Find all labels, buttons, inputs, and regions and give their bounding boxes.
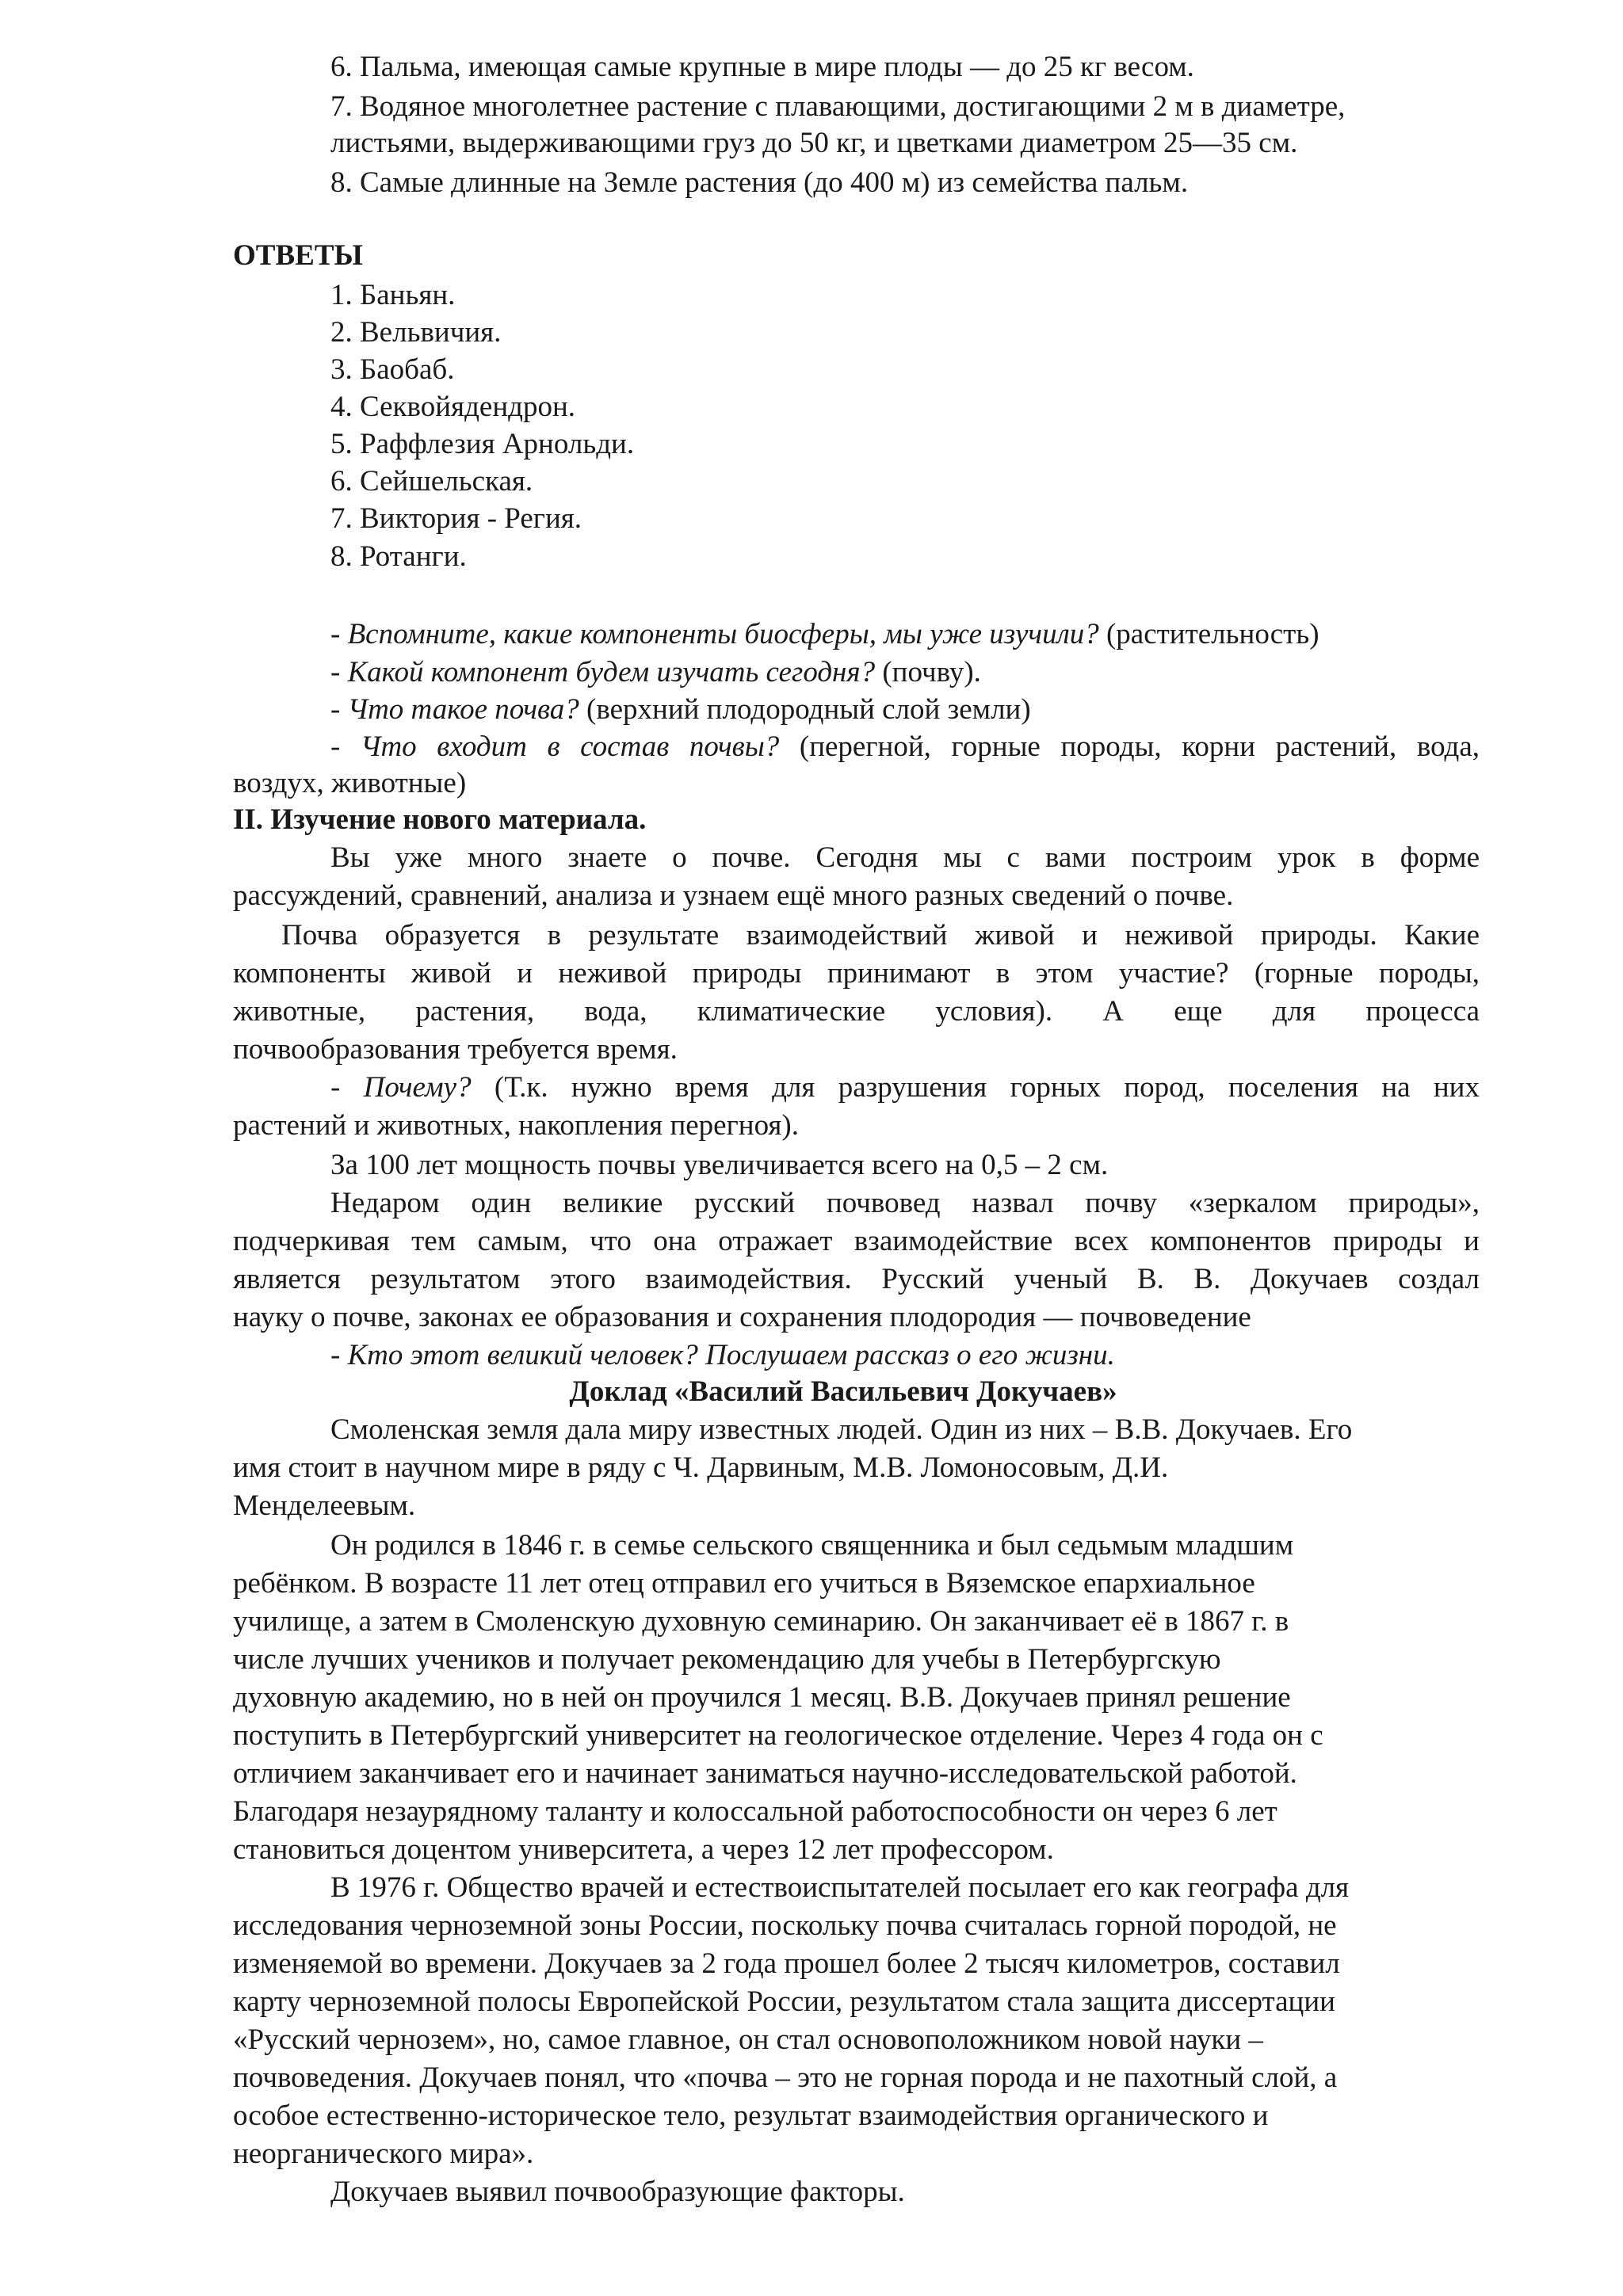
paragraph-line: является результатом этого взаимодействия. Русский ученый В. В. Докучаев создал: [233, 1263, 1480, 1295]
paragraph-line: Недаром один великие русский почвовед назвал почву «зеркалом природы»,: [330, 1187, 1480, 1219]
paragraph-line: Он родился в 1846 г. в семье сельского священника и был седьмым младшим: [330, 1529, 1294, 1562]
paragraph-line: Вы уже много знаете о почве. Сегодня мы с вами построим урок в форме: [330, 841, 1480, 874]
answer-item: 6. Сейшельская.: [330, 465, 533, 498]
paragraph-line: исследования черноземной зоны России, поскольку почва считалась горной породой, не: [233, 1909, 1337, 1942]
dialog-answer: воздух, животные): [233, 767, 467, 799]
paragraph-line: подчеркивая тем самым, что она отражает взаимодействие всех компонентов природы и: [233, 1225, 1480, 1257]
paragraph-line: Почва образуется в результате взаимодействий живой и неживой природы. Какие: [281, 919, 1480, 952]
paragraph-line: растений и животных, накопления перегноя).: [233, 1109, 799, 1142]
paragraph-line: неорганического мира».: [233, 2138, 534, 2170]
paragraph-line: - Кто этот великий человек? Послушаем рассказ о его жизни.: [330, 1339, 1115, 1371]
list-item: 7. Водяное многолетнее растение с плавающими, достигающими 2 м в диаметре,: [330, 90, 1346, 123]
paragraph-line: компоненты живой и неживой природы принимают в этом участие? (горные породы,: [233, 957, 1480, 990]
paragraph-line: почвообразования требуется время.: [233, 1033, 678, 1066]
paragraph-line: Менделеевым.: [233, 1489, 416, 1522]
list-item-continuation: листьями, выдерживающими груз до 50 кг, и цветками диаметром 25—35 см.: [330, 127, 1298, 159]
paragraph-line: карту черноземной полосы Европейской России, результатом стала защита диссертации: [233, 1985, 1335, 2018]
dialog-answer: (верхний плодородный слой земли): [579, 693, 1031, 726]
dialog-line: [330, 654, 981, 691]
answer-item: 8. Ротанги.: [330, 540, 467, 573]
paragraph-line: [330, 1070, 1480, 1106]
paragraph-line: становиться доцентом университета, а через 12 лет профессором.: [233, 1833, 1054, 1866]
section-heading: II. Изучение нового материала.: [233, 803, 647, 836]
answers-heading: ОТВЕТЫ: [233, 239, 363, 272]
answer-item: 1. Баньян.: [330, 279, 456, 311]
paragraph-line: ребёнком. В возрасте 11 лет отец отправил его учиться в Вяземское епархиальное: [233, 1567, 1255, 1600]
dialog-question: - Какой компонент будем изучать сегодня?: [330, 656, 876, 688]
answer-item: 4. Секвойядендрон.: [330, 391, 575, 423]
paragraph-line: Докучаев выявил почвообразующие факторы.: [330, 2176, 905, 2208]
list-item: 8. Самые длинные на Земле растения (до 400 м) из семейства пальм.: [330, 166, 1189, 199]
why-question: - Почему?: [330, 1071, 472, 1104]
dialog-answer: (почву).: [875, 656, 981, 688]
dialog-question: - Что такое почва?: [330, 693, 579, 726]
paragraph-line: Благодаря незаурядному таланту и колоссальной работоспособности он через 6 лет: [233, 1795, 1277, 1828]
paragraph-line: науку о почве, законах ее образования и сохранения плодородия — почвоведение: [233, 1301, 1251, 1333]
paragraph-line: рассуждений, сравнений, анализа и узнаем ещё много разных сведений о почве.: [233, 879, 1234, 912]
paragraph-line: училище, а затем в Смоленскую духовную семинарию. Он заканчивает её в 1867 г. в: [233, 1605, 1289, 1638]
paragraph-line: имя стоит в научном мире в ряду с Ч. Дарвиным, М.В. Ломоносовым, Д.И.: [233, 1451, 1169, 1484]
answer-item: 3. Баобаб.: [330, 353, 455, 386]
dialog-question: - Что входит в состав почвы?: [330, 730, 780, 763]
answer-item: 7. Виктория - Регия.: [330, 502, 582, 535]
paragraph-line: животные, растения, вода, климатические условия). А еще для процесса: [233, 995, 1480, 1028]
paragraph-line: духовную академию, но в ней он проучился 1 месяц. В.В. Докучаев принял решение: [233, 1681, 1291, 1714]
paragraph-line: За 100 лет мощность почвы увеличивается всего на 0,5 – 2 см.: [330, 1149, 1109, 1181]
paragraph-line: особое естественно-историческое тело, результат взаимодействия органического и: [233, 2100, 1269, 2132]
dialog-answer: (растительность): [1098, 618, 1319, 650]
dialog-line: [330, 616, 1319, 653]
dialog-question: - Вспомните, какие компоненты биосферы, мы уже изучили?: [330, 618, 1099, 650]
list-item: 6. Пальма, имеющая самые крупные в мире плоды — до 25 кг весом.: [330, 51, 1194, 83]
answer-item: 2. Вельвичия.: [330, 316, 502, 349]
dialog-line: [330, 729, 1480, 765]
why-answer: (Т.к. нужно время для разрушения горных пород, поселения на них: [471, 1071, 1480, 1104]
paragraph-line: отличием заканчивает его и начинает заниматься научно-исследовательской работой.: [233, 1757, 1297, 1790]
paragraph-line: числе лучших учеников и получает рекомендацию для учебы в Петербургскую: [233, 1643, 1221, 1676]
dialog-line: [233, 765, 466, 802]
paragraph-line: изменяемой во времени. Докучаев за 2 года прошел более 2 тысяч километров, составил: [233, 1947, 1340, 1980]
paragraph-line: В 1976 г. Общество врачей и естествоиспытателей посылает его как географа для: [330, 1871, 1350, 1904]
report-title: Доклад «Василий Васильевич Докучаев»: [569, 1375, 1117, 1408]
answer-item: 5. Раффлезия Арнольди.: [330, 428, 635, 460]
paragraph-line: почвоведения. Докучаев понял, что «почва – это не горная порода и не пахотный слой, а: [233, 2061, 1338, 2094]
paragraph-line: Смоленская земля дала миру известных людей. Один из них – В.В. Докучаев. Его: [330, 1413, 1353, 1446]
paragraph-line: поступить в Петербургский университет на геологическое отделение. Через 4 года он с: [233, 1719, 1323, 1752]
paragraph-line: «Русский чернозем», но, самое главное, он стал основоположником новой науки –: [233, 2023, 1263, 2056]
dialog-line: [330, 692, 1031, 728]
dialog-answer: (перегной, горные породы, корни растений, вода,: [779, 730, 1480, 763]
